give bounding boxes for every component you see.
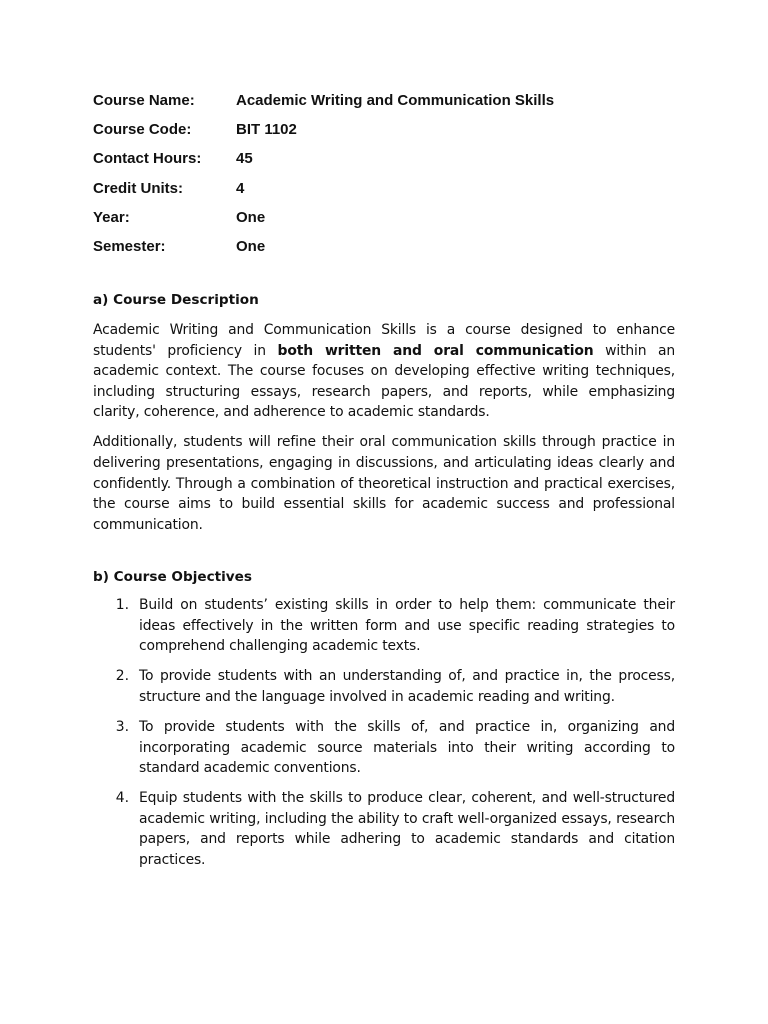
- course-info-row: [93, 232, 554, 261]
- semester-value: One: [236, 238, 266, 256]
- course-name-value: Academic Writing and Communication Skills: [236, 92, 555, 110]
- description-paragraph-2: Additionally, students will refine their oral communication skills through practice in delivering presentations, engaging in discussions, and articulating ideas clearly and confidently. Through a combination of theoretical instruction and practical exercises, the course aims to build essential skills for academic success and professional communication.: [93, 434, 675, 533]
- course-code-value: BIT 1102: [236, 121, 297, 139]
- list-item-text: Equip students with the skills to produce clear, coherent, and well-structured academic writing, including the ability to craft well-organized essays, research papers, and reports while adhering to academic standards and citation practices.: [139, 790, 675, 869]
- year-value: One: [236, 208, 266, 226]
- description-paragraph-1: [93, 320, 675, 423]
- list-item: [93, 595, 675, 657]
- objectives-list: [93, 595, 675, 871]
- course-info-row: [93, 203, 554, 232]
- contact-hours-label: Contact Hours:: [93, 150, 202, 168]
- list-item-text: To provide students with an understanding of, and practice in, the process, structure and the language involved in academic reading and writing.: [139, 668, 675, 705]
- year-label: Year:: [93, 208, 130, 226]
- list-item-number: 3.: [115, 718, 129, 735]
- course-info-row: [93, 86, 554, 115]
- course-description-heading: a) Course Description: [93, 292, 259, 308]
- list-item-number: 4.: [115, 790, 129, 807]
- contact-hours-value: 45: [236, 150, 253, 168]
- course-description-section: [93, 292, 675, 535]
- description-p1-text-end: within an academic context. The course focuses on developing effective writing techniques, including structuring essays, research papers, and reports, while emphasizing clarity, coherence, and adherence to academic standards.: [93, 342, 676, 421]
- description-p1-text: Academic Writing and Communication Skills is a course designed to enhance students' proficiency in: [93, 322, 675, 359]
- course-name-label: Course Name:: [93, 92, 195, 110]
- credit-units-value: 4: [236, 179, 245, 197]
- list-item-number: 1.: [115, 597, 129, 613]
- list-item-text: To provide students with the skills of, and practice in, organizing and incorporating academic source materials into their writing according to standard academic conventions.: [139, 718, 675, 777]
- course-info-row: [93, 115, 554, 144]
- semester-label: Semester:: [93, 238, 166, 256]
- course-objectives-section: [93, 569, 675, 880]
- course-objectives-heading: b) Course Objectives: [93, 569, 252, 585]
- course-code-label: Course Code:: [93, 121, 192, 139]
- course-info-row: [93, 174, 554, 203]
- list-item-number: 2.: [115, 668, 129, 685]
- course-info-row: [93, 144, 554, 173]
- list-item-text: Build on students’ existing skills in order to help them: communicate their ideas effectively in the written form and use specific reading strategies to comprehend challenging academic texts.: [139, 597, 675, 655]
- list-item: [93, 717, 675, 779]
- list-item: [93, 666, 675, 707]
- course-info-block: [93, 86, 554, 261]
- list-item: [93, 788, 675, 870]
- credit-units-label: Credit Units:: [93, 179, 183, 197]
- description-p1-bold: both written and oral communication: [277, 342, 594, 359]
